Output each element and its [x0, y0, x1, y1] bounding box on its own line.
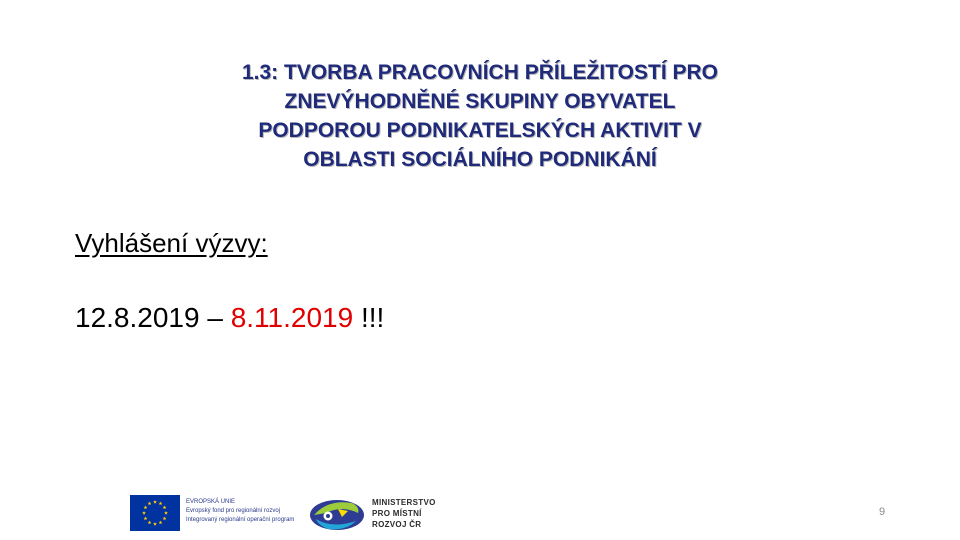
eu-flag-icon	[130, 495, 180, 531]
eu-caption-line: Evropský fond pro regionální rozvoj	[186, 508, 281, 514]
call-dates	[75, 302, 384, 334]
date-end: 8.11.2019	[230, 302, 354, 333]
title-line: PODPOROU PODNIKATELSKÝCH AKTIVIT V	[258, 119, 702, 142]
ministry-caption-line: PRO MÍSTNÍ	[372, 509, 422, 518]
eu-caption-line: Integrovaný regionální operační program	[186, 517, 295, 523]
ministry-caption-line: ROZVOJ ČR	[372, 520, 422, 529]
date-emphasis: !!!	[353, 302, 385, 333]
title-line: ZNEVÝHODNĚNÉ SKUPINY OBYVATEL	[284, 90, 676, 113]
mmr-logo-icon	[308, 495, 366, 533]
title-line: 1.3: TVORBA PRACOVNÍCH PŘÍLEŽITOSTÍ PRO	[241, 61, 719, 84]
page-number: 9	[878, 506, 886, 518]
slide-title	[130, 58, 830, 174]
call-announcement-label: Vyhlášení výzvy:	[75, 228, 268, 258]
ministry-caption	[372, 497, 436, 530]
eu-caption	[186, 498, 294, 525]
date-start: 12.8.2019 –	[75, 302, 231, 333]
title-line: OBLASTI SOCIÁLNÍHO PODNIKÁNÍ	[303, 148, 657, 171]
ministry-caption-line: MINISTERSTVO	[372, 498, 436, 507]
eu-caption-line: EVROPSKÁ UNIE	[186, 499, 236, 505]
